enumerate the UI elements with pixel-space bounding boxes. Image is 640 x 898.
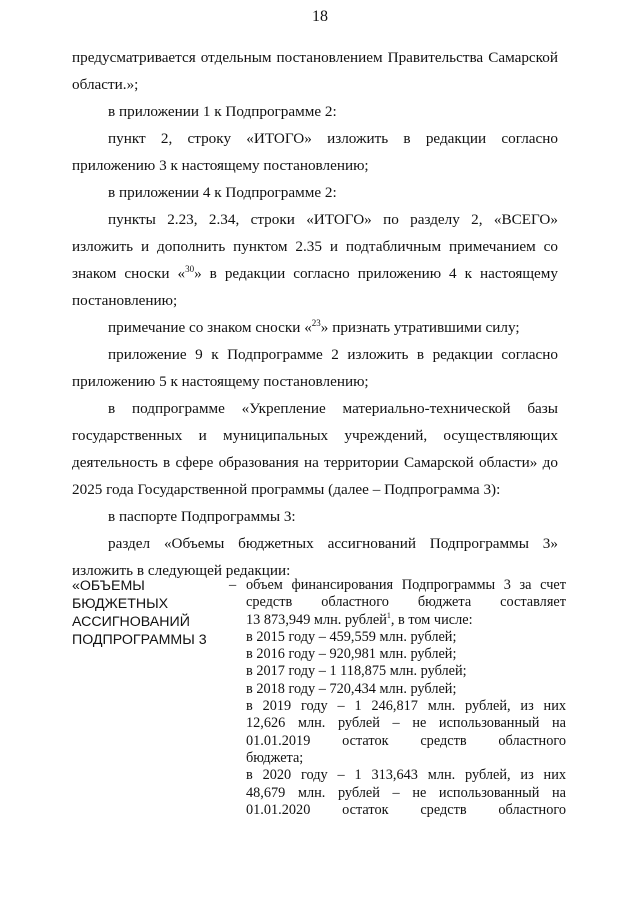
footnote-mark-23: 23 xyxy=(311,317,321,328)
paragraph-appendix9: приложение 9 к Подпрограмме 2 изложить в редакции согласно приложению 5 к настоящему постановлению; xyxy=(72,346,558,390)
passport-line: в 2017 году – 1 118,875 млн. рублей; xyxy=(246,663,467,680)
footnote-mark-1: 1 xyxy=(386,610,391,620)
paragraph-points-2-23-2-34: пункты 2.23, 2.34, строки «ИТОГО» по разделу 2, «ВСЕГО» изложить и дополнить пунктом 2.35 и подтабличным примечанием со знаком сноски «$^{30}$» в редакции согласно приложению 4 к настоящему постановлению; xyxy=(72,211,558,309)
passport-line: в 2019 году – 1 246,817 млн. рублей, из них xyxy=(246,698,566,715)
passport-block-dash: – xyxy=(229,577,237,593)
paragraph-footnote-23-void: примечание со знаком сноски «$^{23}$» признать утратившими силу; xyxy=(108,317,520,336)
passport-line: бюджета; xyxy=(246,749,304,766)
paragraph-appendix4-header: в приложении 4 к Подпрограмме 2: xyxy=(108,184,337,201)
passport-line: 01.01.2020 остаток средств областного xyxy=(246,801,566,818)
passport-block-label: «ОБЪЕМЫ БЮДЖЕТНЫХ АССИГНОВАНИЙ ПОДПРОГРАММЫ 3 xyxy=(72,578,207,648)
passport-line: в 2018 году – 720,434 млн. рублей; xyxy=(246,680,457,697)
paragraph-passport-header: в паспорте Подпрограммы 3: xyxy=(108,508,296,525)
passport-line: в 2015 году – 459,559 млн. рублей; xyxy=(246,628,457,645)
paragraph-continuation: предусматривается отдельным постановлением Правительства Самарской области.»; xyxy=(72,49,558,93)
passport-line: 48,679 млн. рублей – не использованный на xyxy=(246,784,566,801)
passport-line: объем финансирования Подпрограммы 3 за счет xyxy=(246,577,566,593)
passport-block-text xyxy=(246,577,566,819)
passport-line: 12,626 млн. рублей – не использованный на xyxy=(246,715,566,732)
paragraph-appendix1-header: в приложении 1 к Подпрограмме 2: xyxy=(108,103,337,120)
paragraph-subprogram3-intro: в подпрограмме «Укрепление материально-технической базы государственных и муниципальных учреждений, осуществляющих деятельность в сфере образования на территории Самарской области» до 2025 года Государственной программы (далее – Подпрограмма 3): xyxy=(72,400,558,498)
passport-line: в 2016 году – 920,981 млн. рублей; xyxy=(246,646,457,663)
passport-line: 13 873,949 млн. рублей$^1$, в том числе: xyxy=(246,610,473,628)
passport-line: 01.01.2019 остаток средств областного xyxy=(246,732,566,749)
passport-line: в 2020 году – 1 313,643 млн. рублей, из них xyxy=(246,767,566,784)
footnote-mark-30: 30 xyxy=(185,263,195,274)
paragraph-point2-itogo: пункт 2, строку «ИТОГО» изложить в редакции согласно приложению 3 к настоящему постановлению; xyxy=(72,130,558,174)
paragraph-section-volumes: раздел «Объемы бюджетных ассигнований Подпрограммы 3» изложить в следующей редакции: xyxy=(72,535,558,579)
passport-line: средств областного бюджета составляет xyxy=(246,594,566,611)
page-number: 18 xyxy=(312,8,328,25)
